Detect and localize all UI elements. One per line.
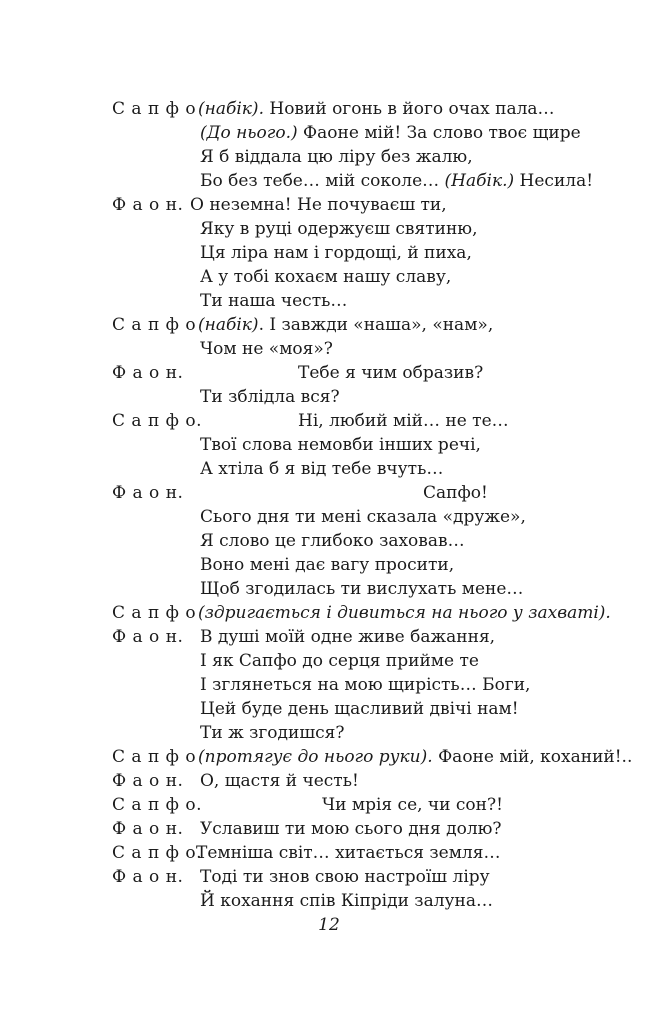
dialogue-line	[0, 793, 658, 817]
dialogue-line	[0, 697, 658, 721]
dialogue-line	[0, 457, 658, 481]
line-text	[200, 673, 530, 697]
spoken-text: Цей буде день щасливий двічі нам!	[200, 699, 519, 719]
spoken-text: Ти ж згодишся?	[200, 723, 345, 743]
spoken-text: В душі моїй одне живе бажання,	[200, 627, 496, 647]
dialogue-line	[0, 505, 658, 529]
spoken-text: Уславиш ти мою сього дня долю?	[200, 819, 502, 839]
dialogue-line	[0, 889, 658, 913]
line-text	[198, 745, 632, 769]
speaker-name: С а п ф о.	[112, 843, 203, 863]
dialogue-line	[0, 97, 658, 121]
spoken-text: Фаоне мій, коханий!..	[432, 747, 633, 767]
line-text	[200, 337, 333, 361]
stage-direction: (здригається і дивиться на нього у захваті).	[198, 603, 611, 623]
speaker-name: С а п ф о	[112, 99, 197, 119]
spoken-text: Ти зблідла вся?	[200, 387, 340, 407]
spoken-text: Ця ліра нам і гордощі, й пиха,	[200, 243, 472, 263]
line-text	[200, 769, 359, 793]
dialogue-line	[0, 817, 658, 841]
line-text	[190, 193, 447, 217]
line-text	[322, 793, 503, 817]
dialogue-line	[0, 481, 658, 505]
spoken-text: Ні, любий мій… не те…	[298, 411, 509, 431]
stage-direction: (набік).	[198, 99, 264, 119]
dialogue-line	[0, 601, 658, 625]
spoken-text: Я б віддала цю ліру без жалю,	[200, 147, 473, 167]
speaker-name: С а п ф о.	[112, 795, 203, 815]
spoken-text: А хтіла б я від тебе вчуть…	[200, 459, 444, 479]
line-text	[196, 841, 500, 865]
dialogue-line	[0, 529, 658, 553]
dialogue-line	[0, 865, 658, 889]
dialogue-line	[0, 577, 658, 601]
line-text	[200, 817, 502, 841]
spoken-text: Сього дня ти мені сказала «друже»,	[200, 507, 526, 527]
speaker-name: С а п ф о.	[112, 411, 203, 431]
line-text	[200, 721, 345, 745]
line-text	[423, 481, 488, 505]
dialogue-line	[0, 169, 658, 193]
spoken-text: О, щастя й честь!	[200, 771, 359, 791]
spoken-text: І зглянеться на мою щирість… Боги,	[200, 675, 531, 695]
dialogue-line	[0, 361, 658, 385]
speaker-name: С а п ф о	[112, 747, 197, 767]
spoken-text: Тоді ти знов свою настроїш ліру	[200, 867, 490, 887]
line-text	[200, 577, 523, 601]
dialogue-line	[0, 673, 658, 697]
spoken-text: Темніша світ… хитається земля…	[196, 843, 501, 863]
line-text	[200, 169, 593, 193]
speaker-name: Ф а о н.	[112, 771, 184, 791]
speaker-name: С а п ф о	[112, 603, 197, 623]
line-text	[298, 409, 509, 433]
dialogue-line	[0, 745, 658, 769]
spoken-text: Бо без тебе… мій соколе…	[200, 171, 445, 191]
dialogue-line	[0, 649, 658, 673]
stage-direction: (До нього.)	[200, 123, 298, 143]
line-text	[200, 385, 340, 409]
spoken-text: Фаоне мій! За слово твоє щире	[297, 123, 581, 143]
line-text	[298, 361, 483, 385]
line-text	[200, 145, 473, 169]
spoken-text: Яку в руці одержуєш святиню,	[200, 219, 478, 239]
speaker-name: Ф а о н.	[112, 819, 184, 839]
line-text	[200, 265, 451, 289]
spoken-text: А у тобі кохаєм нашу славу,	[200, 267, 452, 287]
dialogue-line	[0, 313, 658, 337]
page-number: 12	[318, 915, 340, 935]
spoken-text: Й кохання спів Кіпріди залуна…	[200, 891, 493, 911]
dialogue-line	[0, 433, 658, 457]
line-text	[200, 889, 493, 913]
dialogue-line	[0, 121, 658, 145]
line-text	[200, 865, 490, 889]
spoken-text: . І завжди «наша», «нам»,	[258, 315, 494, 335]
line-text	[200, 457, 443, 481]
dialogue-line	[0, 841, 658, 865]
speaker-name: Ф а о н.	[112, 195, 184, 215]
speaker-name: С а п ф о	[112, 315, 197, 335]
dialogue-line	[0, 553, 658, 577]
spoken-text: О неземна! Не почуваєш ти,	[190, 195, 447, 215]
line-text	[200, 289, 347, 313]
spoken-text: Твої слова немовби інших речі,	[200, 435, 481, 455]
line-text	[200, 433, 481, 457]
dialogue-line	[0, 241, 658, 265]
dialogue-line	[0, 193, 658, 217]
spoken-text: Щоб згодилась ти вислухать мене…	[200, 579, 524, 599]
spoken-text: Тебе я чим образив?	[298, 363, 484, 383]
spoken-text: І як Сапфо до серця прийме те	[200, 651, 479, 671]
line-text	[200, 217, 478, 241]
line-text	[200, 121, 581, 145]
dialogue-line	[0, 265, 658, 289]
dialogue-line	[0, 217, 658, 241]
line-text	[200, 553, 454, 577]
dialogue-line	[0, 385, 658, 409]
line-text	[198, 97, 555, 121]
stage-direction: (протягує до нього руки).	[198, 747, 433, 767]
line-text	[198, 313, 493, 337]
spoken-text: Я слово це глибоко заховав…	[200, 531, 465, 551]
spoken-text: Сапфо!	[423, 483, 488, 503]
spoken-text: Воно мені дає вагу просити,	[200, 555, 455, 575]
line-text	[200, 625, 495, 649]
speaker-name: Ф а о н.	[112, 363, 184, 383]
line-text	[200, 697, 519, 721]
dialogue-line	[0, 769, 658, 793]
stage-direction: (Набік.)	[444, 171, 515, 191]
stage-direction: (набік)	[198, 315, 259, 335]
line-text	[200, 649, 479, 673]
spoken-text: Чом не «моя»?	[200, 339, 333, 359]
line-text	[200, 505, 526, 529]
line-text	[200, 529, 465, 553]
speaker-name: Ф а о н.	[112, 867, 184, 887]
dialogue-line	[0, 289, 658, 313]
spoken-text: Чи мрія се, чи сон?!	[322, 795, 503, 815]
spoken-text: Несила!	[514, 171, 594, 191]
dialogue-line	[0, 721, 658, 745]
line-text	[198, 601, 611, 625]
dialogue-line	[0, 337, 658, 361]
speaker-name: Ф а о н.	[112, 627, 184, 647]
speaker-name: Ф а о н.	[112, 483, 184, 503]
dialogue-line	[0, 145, 658, 169]
line-text	[200, 241, 472, 265]
dialogue-line	[0, 409, 658, 433]
spoken-text: Ти наша честь…	[200, 291, 348, 311]
dialogue-line	[0, 625, 658, 649]
spoken-text: Новий огонь в його очах пала…	[263, 99, 555, 119]
